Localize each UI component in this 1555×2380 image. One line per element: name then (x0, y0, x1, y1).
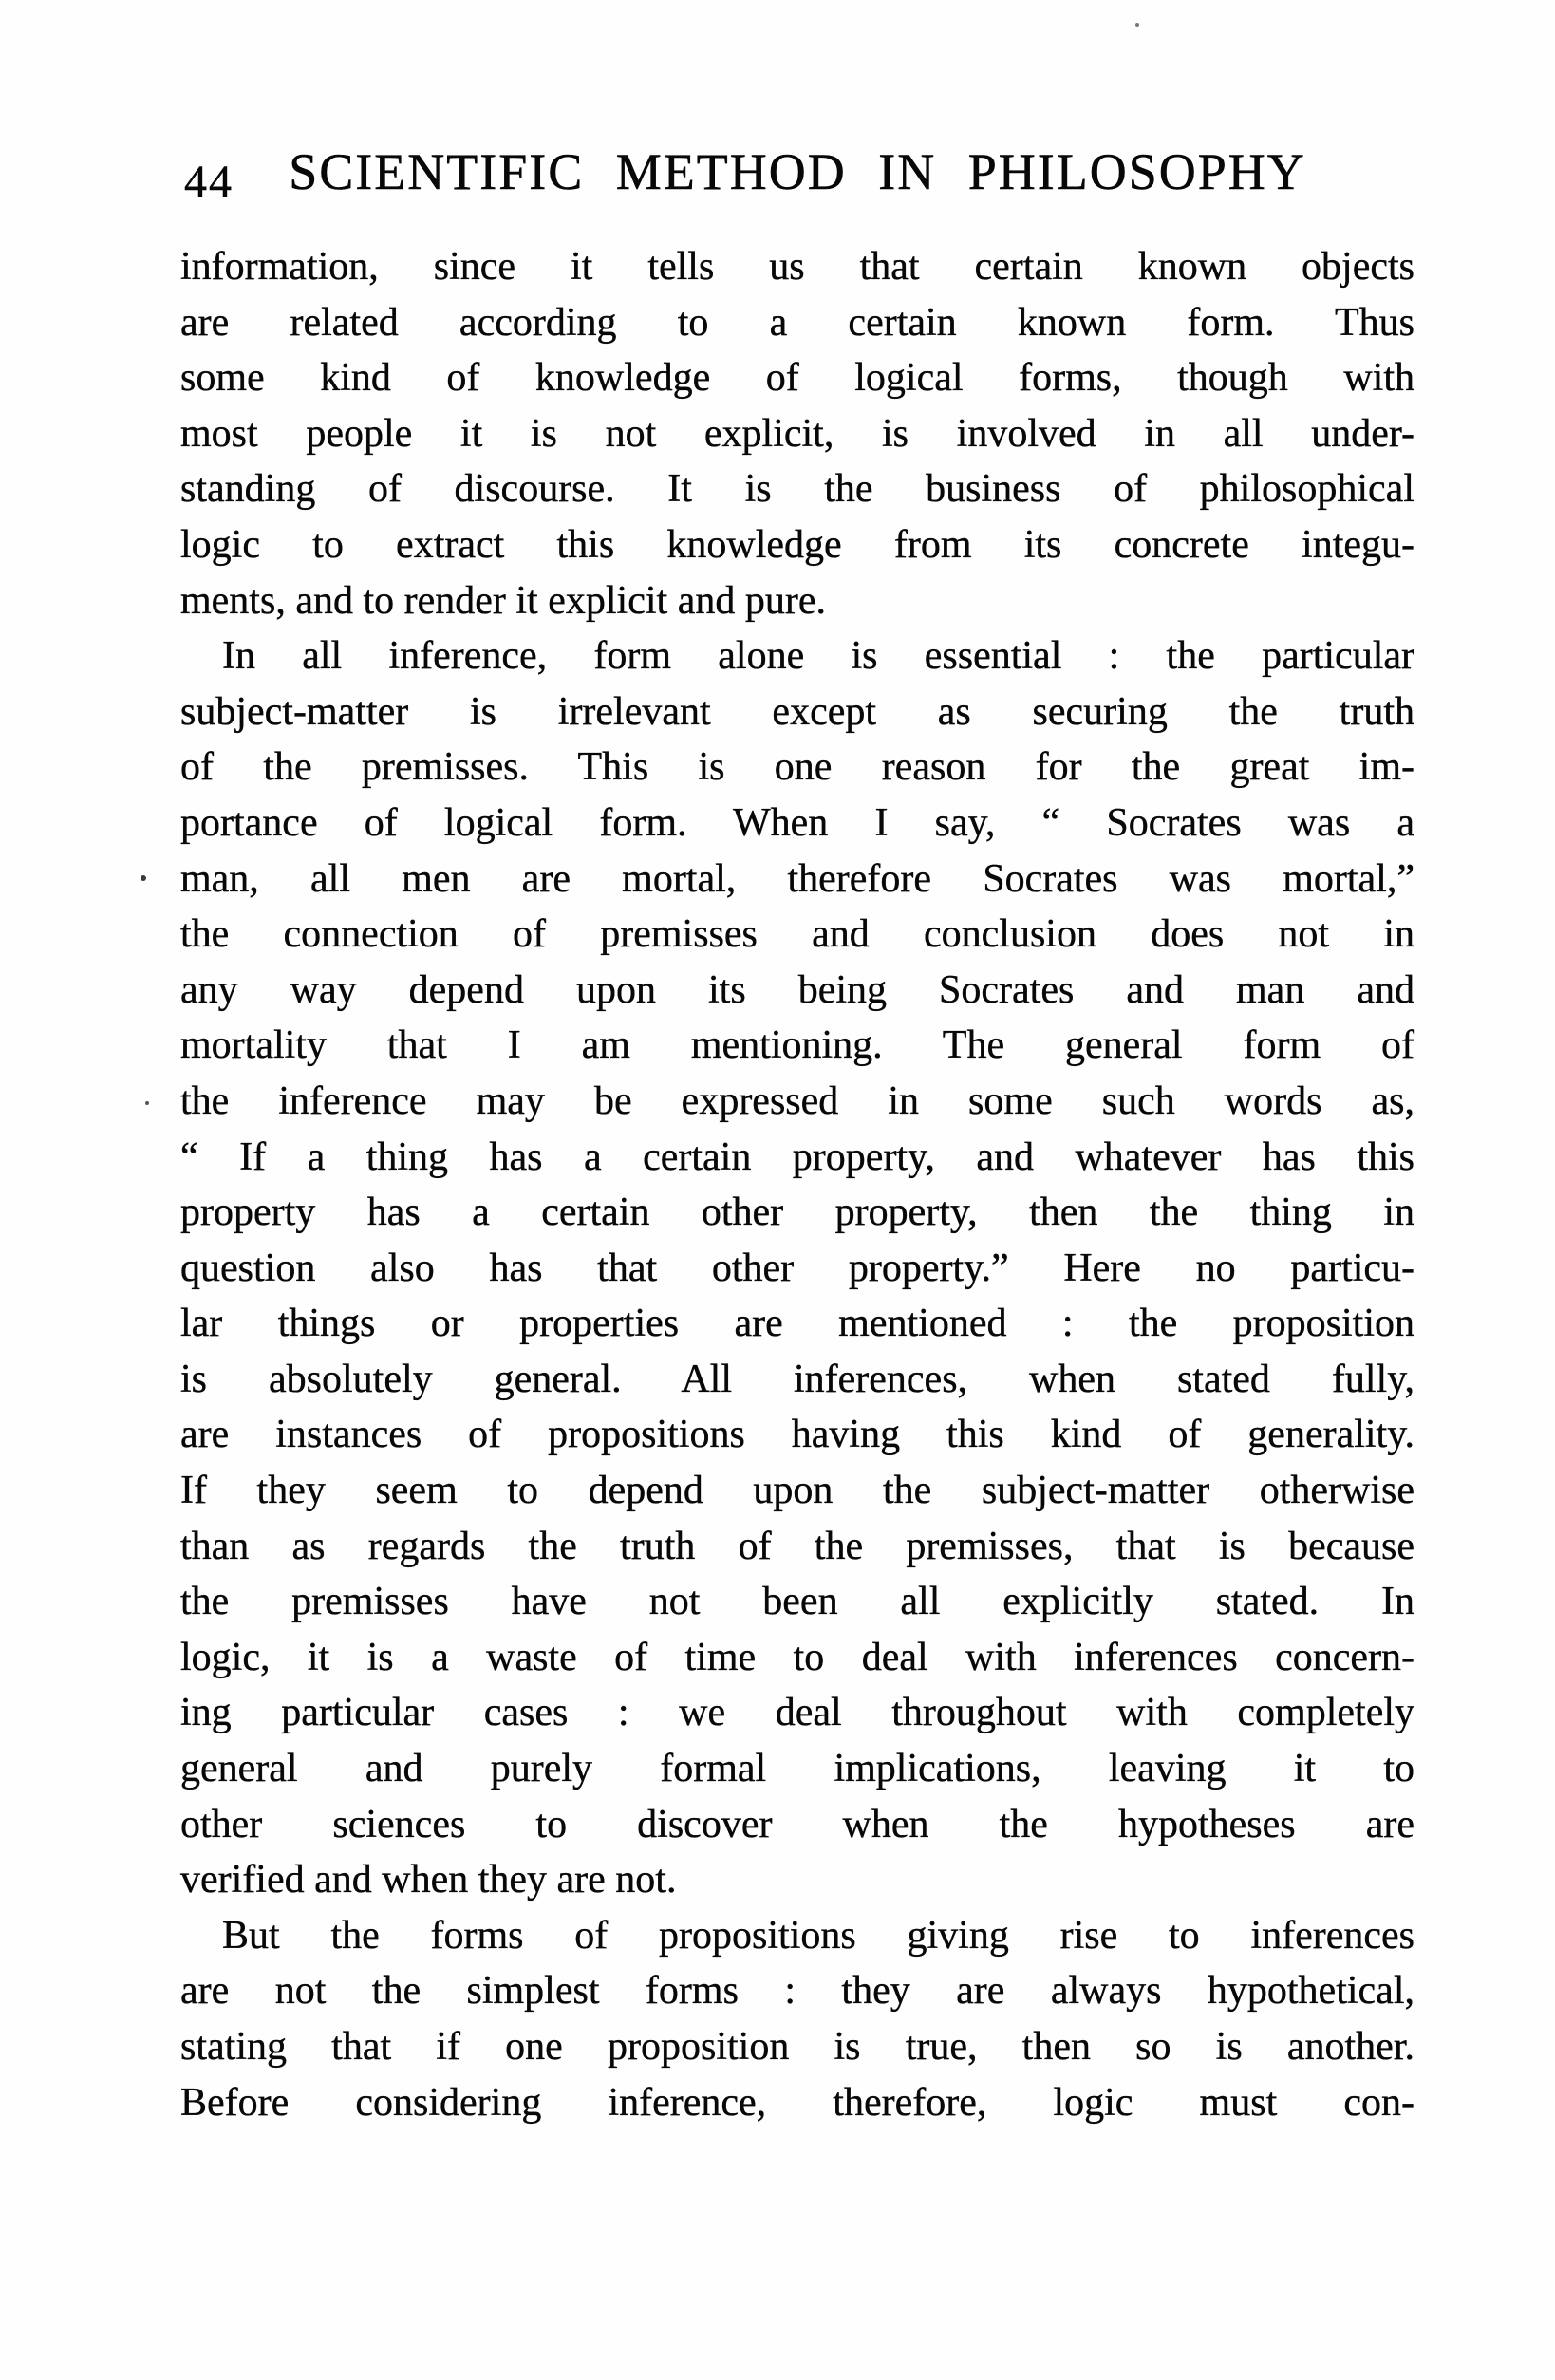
text-line: the connection of premisses and conclusion does not in (180, 912, 1414, 957)
text-line: of the premisses. This is one reason for the great im- (180, 745, 1414, 790)
text-line: the premisses have not been all explicitly stated. In (180, 1580, 1414, 1624)
text-line: question also has that other property.” Here no particu- (180, 1246, 1414, 1290)
text-line: If they seem to depend upon the subject-matter otherwise (180, 1469, 1414, 1513)
text-line: standing of discourse. It is the business of philosophical (180, 467, 1414, 512)
text-line: property has a certain other property, then the thing in (180, 1190, 1414, 1235)
text-line: is absolutely general. All inferences, when stated fully, (180, 1357, 1414, 1401)
text-line: man, all men are mortal, therefore Socrates was mortal,” (180, 856, 1414, 901)
text-line: than as regards the truth of the premisses, that is because (180, 1524, 1414, 1568)
page-header (180, 141, 1414, 207)
text-line: the inference may be expressed in some such words as, (180, 1078, 1414, 1123)
text-line: lar things or properties are mentioned : the proposition (180, 1302, 1414, 1346)
page-number: 44 (184, 157, 234, 207)
text-line: information, since it tells us that certain known objects (180, 245, 1414, 289)
text-line: are related according to a certain known form. Thus (180, 300, 1414, 345)
text-line: some kind of knowledge of logical forms, though with (180, 356, 1414, 401)
text-line: any way depend upon its being Socrates and man and (180, 967, 1414, 1012)
text-line: ments, and to render it explicit and pure. (180, 578, 826, 623)
text-line: stating that if one proposition is true, then so is another. (180, 2025, 1414, 2069)
text-line: logic to extract this knowledge from its concrete integu- (180, 522, 1414, 567)
text-line: verified and when they are not. (180, 1858, 677, 1902)
text-line: portance of logical form. When I say, “ Socrates was a (180, 800, 1414, 845)
text-line: are not the simplest forms : they are always hypothetical, (180, 1969, 1414, 2014)
text-line: most people it is not explicit, is involved in all under- (180, 411, 1414, 456)
text-line: logic, it is a waste of time to deal with inferences concern- (180, 1635, 1414, 1679)
text-line: In all inference, form alone is essential : the particular (222, 634, 1414, 679)
text-line: ing particular cases : we deal throughout with completely (180, 1691, 1414, 1735)
page-text (180, 239, 1414, 2130)
text-line: mortality that I am mentioning. The general form of (180, 1023, 1414, 1068)
scan-speck (1135, 23, 1139, 27)
text-line: Before considering inference, therefore, logic must con- (180, 2080, 1414, 2125)
scan-speck (141, 875, 146, 881)
text-line: subject-matter is irrelevant except as securing the truth (180, 689, 1414, 734)
scan-speck (145, 1101, 149, 1105)
text-line: “ If a thing has a certain property, and whatever has this (180, 1134, 1414, 1179)
text-line: are instances of propositions having this kind of generality. (180, 1413, 1414, 1457)
text-line: general and purely formal implications, leaving it to (180, 1747, 1414, 1791)
text-line: other sciences to discover when the hypotheses are (180, 1802, 1414, 1846)
text-line: But the forms of propositions giving rise to inferences (222, 1913, 1414, 1958)
running-title: SCIENTIFIC METHOD IN PHILOSOPHY (289, 143, 1306, 200)
